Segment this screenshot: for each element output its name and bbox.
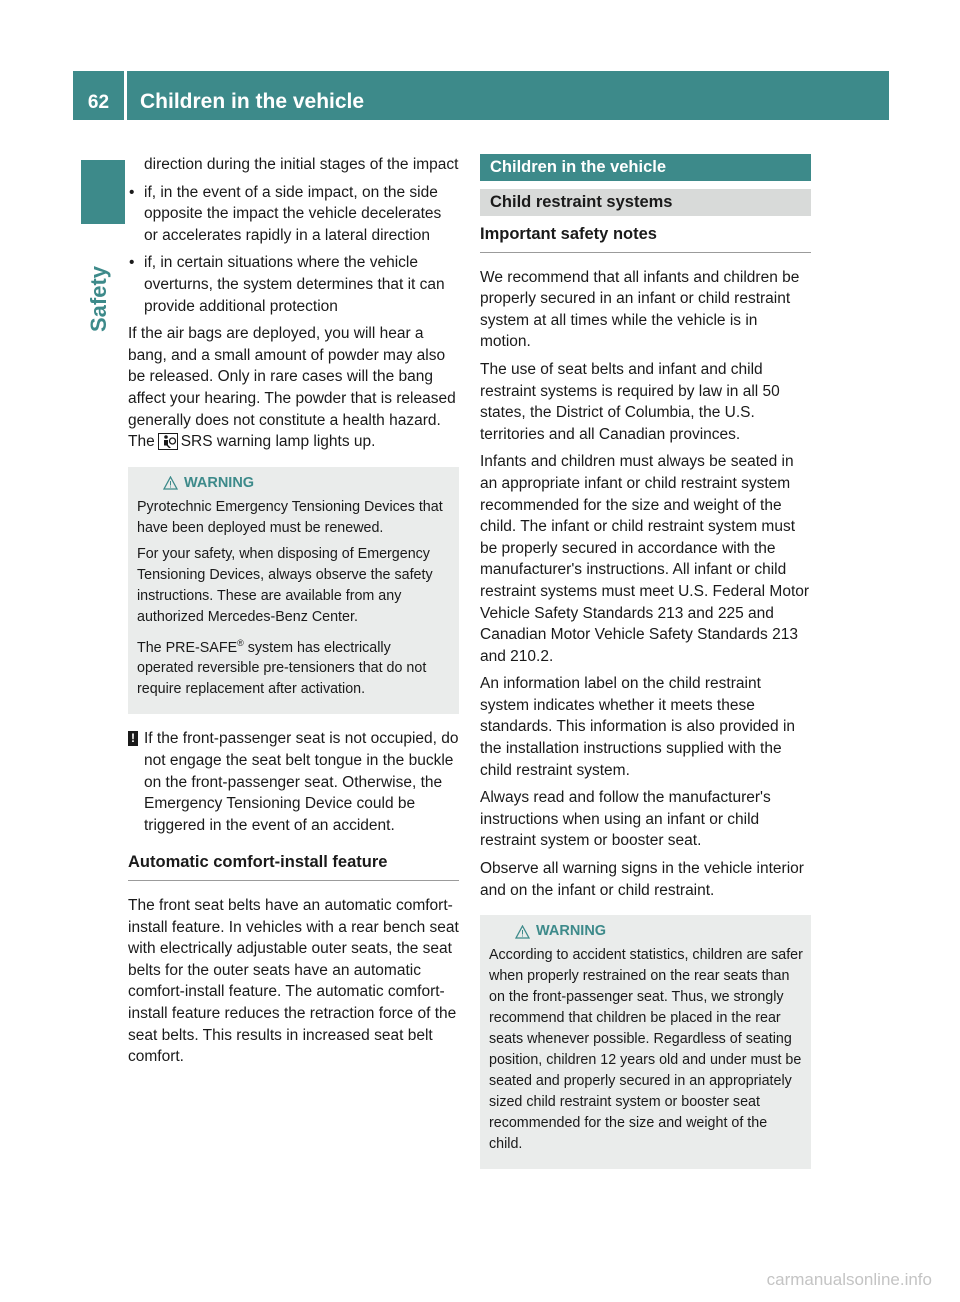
continued-text: direction during the initial stages of the impact bbox=[144, 156, 459, 173]
warning-triangle-icon bbox=[163, 476, 178, 490]
warning-text: According to accident statistics, children are safer when properly restrained on the rear seats than on the front-passenger seat. Thus, we strongly recommend that children be placed in the rear seats whenever possible. Regardless of seating position, children 12 years old and under must be seated and properly secured in an appropriately sized child restraint system or booster seat recommended for the size and weight of the child. bbox=[489, 947, 803, 1153]
warning-heading: WARNING bbox=[163, 473, 451, 494]
warning-heading: WARNING bbox=[515, 921, 803, 942]
note-text: If the front-passenger seat is not occupied, do not engage the seat belt tongue in the buckle on the front-passenger seat. Otherwise, the Emergency Tensioning Device could be triggered in the event of an accident. bbox=[144, 730, 459, 834]
body-paragraph: The use of seat belts and infant and child restraint systems is required by law in all 50 states, the District of Columbia, the U.S. territories and all Canadian provinces. bbox=[480, 360, 780, 443]
bullet-marker: • bbox=[129, 254, 135, 272]
subsection-title: Child restraint systems bbox=[480, 189, 811, 216]
bullet-item bbox=[128, 252, 459, 317]
bullet-text: if, in the event of a side impact, on the side opposite the impact the vehicle decelerates or accelerates rapidly in a lateral direction bbox=[144, 183, 442, 244]
right-column bbox=[480, 154, 811, 1183]
warning-text: The PRE-SAFE® system has electrically operated reversible pre-tensioners that do not require replacement after activation. bbox=[137, 637, 427, 698]
body-paragraph: An information label on the child restraint system indicates whether it meets these standards. This information is also provided in the installation instructions supplied with the child restraint system. bbox=[480, 675, 796, 779]
exclamation-icon: ! bbox=[128, 731, 138, 746]
bullet-item bbox=[128, 182, 459, 247]
warning-text: For your safety, when disposing of Emergency Tensioning Devices, always observe the safety instructions. These are available from any authorized Mercedes-Benz Center. bbox=[137, 545, 433, 625]
body-paragraph: We recommend that all infants and children be properly secured in an infant or child restraint system at all times while the vehicle is in motion. bbox=[480, 268, 800, 351]
airbag-paragraph: If the air bags are deployed, you will hear a bang, and a small amount of powder may also be released. Only in rare cases will the bang affect your hearing. The powder that is released generally does not constitute a health hazard. The SRS warning lamp lights up. bbox=[128, 325, 456, 451]
warning-triangle-icon bbox=[515, 925, 530, 939]
comfort-paragraph: The front seat belts have an automatic comfort-install feature. In vehicles with a rear bench seat with electrically adjustable outer seats, the seat belts for the outer seats have an automatic comfort-install feature. The automatic comfort-install feature reduces the retraction force of the seat belts. This results in increased seat belt comfort. bbox=[128, 897, 459, 1066]
srs-warning-lamp-icon bbox=[158, 433, 178, 450]
side-tab-label: Safety bbox=[86, 265, 111, 332]
body-paragraph: Observe all warning signs in the vehicle interior and on the infant or child restraint. bbox=[480, 860, 804, 899]
subheading-safety-notes: Important safety notes bbox=[480, 224, 811, 253]
subheading-comfort-install: Automatic comfort-install feature bbox=[128, 852, 459, 881]
warning-box bbox=[480, 915, 811, 1169]
header-separator bbox=[124, 71, 127, 120]
bullet-text: if, in certain situations where the vehicle overturns, the system determines that it can provide additional protection bbox=[144, 254, 445, 315]
body-paragraph: Infants and children must always be seated in an appropriate infant or child restraint system recommended for the size and weight of the child. The infant or child restraint system must be properly secured in accordance with the manufacturer's instructions. All infant or child restraint systems must meet U.S. Federal Motor Vehicle Safety Standards 213 and 225 and Canadian Motor Vehicle Safety Standards 213 and 210.2. bbox=[480, 453, 810, 665]
bullet-marker: • bbox=[129, 183, 135, 201]
section-title: Children in the vehicle bbox=[480, 154, 811, 181]
warning-box bbox=[128, 467, 459, 715]
page-number: 62 bbox=[87, 92, 110, 113]
side-tab-marker bbox=[81, 160, 125, 224]
header-title: Children in the vehicle bbox=[140, 90, 365, 113]
note-item bbox=[128, 728, 459, 836]
side-tab bbox=[82, 232, 122, 332]
watermark: carmanualsonline.info bbox=[766, 1270, 932, 1289]
left-column bbox=[128, 154, 459, 1074]
warning-text: Pyrotechnic Emergency Tensioning Devices that have been deployed must be renewed. bbox=[137, 498, 443, 536]
body-paragraph: Always read and follow the manufacturer's instructions when using an infant or child restraint system or booster seat. bbox=[480, 789, 771, 850]
